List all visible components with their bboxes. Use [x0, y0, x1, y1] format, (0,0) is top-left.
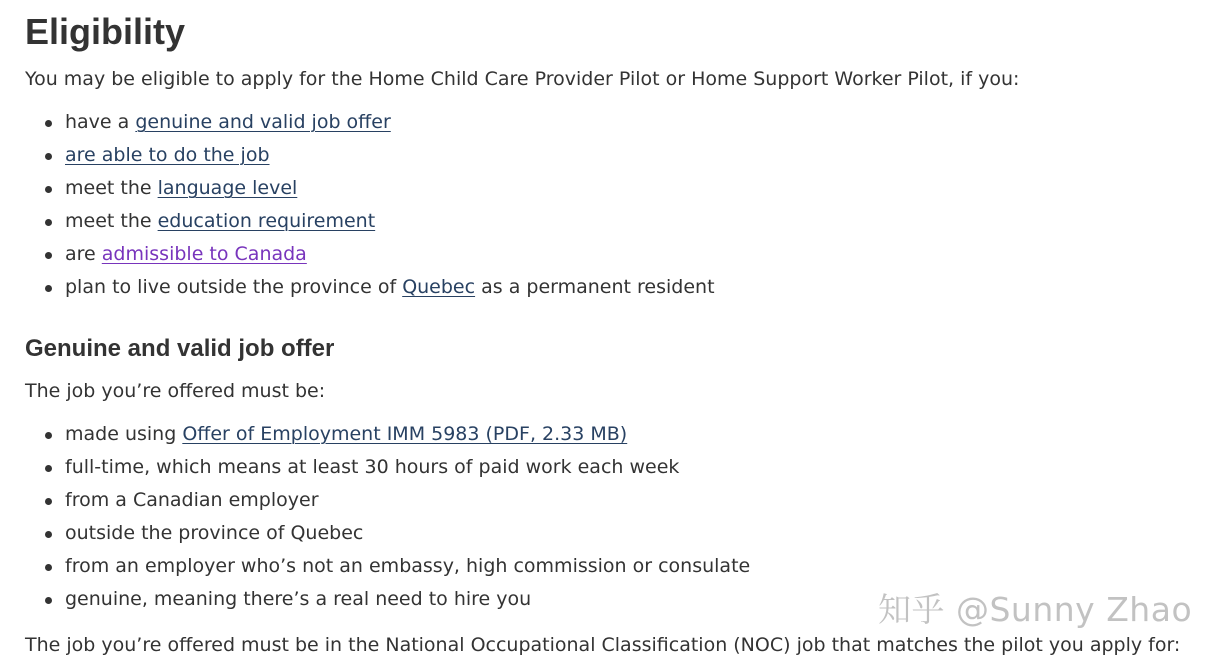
eligibility-list	[25, 106, 715, 304]
eligibility-intro: You may be eligible to apply for the Home Child Care Provider Pilot or Home Support Worker Pilot, if you:	[25, 68, 1020, 90]
bullet-icon	[45, 186, 52, 193]
list-item-text: meet the	[65, 210, 158, 232]
bullet-icon	[45, 531, 52, 538]
link-education-requirement[interactable]: education requirement	[157, 210, 376, 232]
list-item	[25, 517, 750, 550]
bullet-icon	[45, 153, 52, 160]
list-item-text: meet the	[65, 177, 158, 199]
list-item-text: have a	[65, 111, 136, 133]
list-item-text: from an employer who’s not an embassy, high commission or consulate	[65, 555, 751, 577]
list-item-text: as a permanent resident	[475, 276, 715, 298]
list-item-text: from a Canadian employer	[65, 489, 319, 511]
link-quebec[interactable]: Quebec	[402, 276, 476, 298]
link-admissible-to-canada[interactable]: admissible to Canada	[101, 243, 307, 265]
bullet-icon	[45, 432, 52, 439]
bullet-icon	[45, 564, 52, 571]
link-offer-of-employment-pdf[interactable]: Offer of Employment IMM 5983 (PDF, 2.33 MB)	[182, 423, 628, 445]
list-item	[25, 172, 715, 205]
list-item	[25, 418, 750, 451]
bullet-icon	[45, 597, 52, 604]
list-item	[25, 583, 750, 616]
bullet-icon	[45, 465, 52, 472]
page-title: Eligibility	[25, 11, 186, 52]
link-genuine-job-offer[interactable]: genuine and valid job offer	[135, 111, 391, 133]
list-item	[25, 238, 715, 271]
list-item-text: genuine, meaning there’s a real need to hire you	[65, 588, 532, 610]
zhihu-watermark: 知乎 @Sunny Zhao	[878, 590, 1193, 629]
list-item-text: full-time, which means at least 30 hours of paid work each week	[65, 456, 680, 478]
job-offer-list	[25, 418, 750, 616]
list-item-text: outside the province of Quebec	[65, 522, 364, 544]
bullet-icon	[45, 285, 52, 292]
noc-paragraph: The job you’re offered must be in the National Occupational Classification (NOC) job that matches the pilot you apply for:	[25, 634, 1181, 656]
section-heading-job-offer: Genuine and valid job offer	[25, 335, 335, 362]
list-item-text: are	[65, 243, 102, 265]
link-able-to-do-job[interactable]: are able to do the job	[65, 144, 270, 166]
link-language-level[interactable]: language level	[157, 177, 298, 199]
bullet-icon	[45, 219, 52, 226]
list-item	[25, 271, 715, 304]
bullet-icon	[45, 252, 52, 259]
list-item	[25, 550, 750, 583]
list-item-text: made using	[65, 423, 183, 445]
list-item	[25, 106, 715, 139]
list-item	[25, 139, 715, 172]
list-item-text: plan to live outside the province of	[65, 276, 403, 298]
list-item	[25, 451, 750, 484]
list-item	[25, 205, 715, 238]
bullet-icon	[45, 498, 52, 505]
list-item	[25, 484, 750, 517]
bullet-icon	[45, 120, 52, 127]
job-offer-intro: The job you’re offered must be:	[25, 380, 326, 402]
